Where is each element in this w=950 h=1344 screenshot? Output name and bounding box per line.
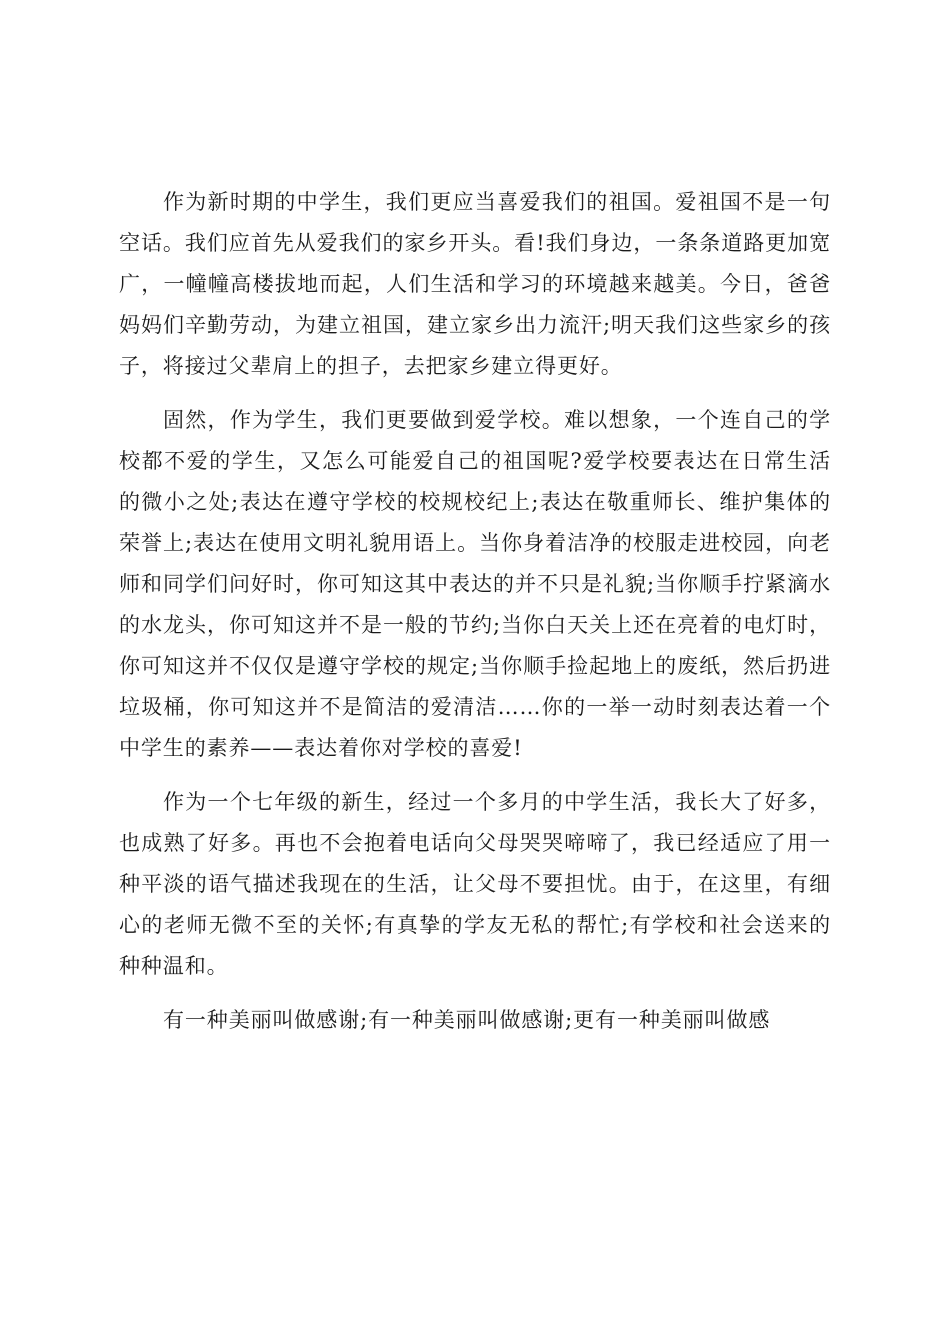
paragraph-1: 作为新时期的中学生，我们更应当喜爱我们的祖国。爱祖国不是一句空话。我们应首先从爱我们的家乡开头。看!我们身边，一条条道路更加宽广，一幢幢高楼拔地而起，人们生活和学习的环境越来越美。今日，爸爸妈妈们辛勤劳动，为建立祖国，建立家乡出力流汗;明天我们这些家乡的孩子，将接过父辈肩上的担子，去把家乡建立得更好。 <box>119 190 831 378</box>
paragraph-2: 固然，作为学生，我们更要做到爱学校。难以想象，一个连自己的学校都不爱的学生，又怎么可能爱自己的祖国呢?爱学校要表达在日常生活的微小之处;表达在遵守学校的校规校纪上;表达在敬重师长、维护集体的荣誉上;表达在使用文明礼貌用语上。当你身着洁净的校服走进校园，向老师和同学们问好时，你可知这其中表达的并不只是礼貌;当你顺手拧紧滴水的水龙头，你可知这并不是一般的节约;当你白天关上还在亮着的电灯时，你可知这并不仅仅是遵守学校的规定;当你顺手捡起地上的废纸，然后扔进垃圾桶，你可知这并不是简洁的爱清洁……你的一举一动时刻表达着一个中学生的素养——表达着你对学校的喜爱! <box>119 408 831 760</box>
document-body <box>119 182 831 1041</box>
paragraph-3: 作为一个七年级的新生，经过一个多月的中学生活，我长大了好多，也成熟了好多。再也不会抱着电话向父母哭哭啼啼了，我已经适应了用一种平淡的语气描述我现在的生活，让父母不要担忧。由于，在这里，有细心的老师无微不至的关怀;有真挚的学友无私的帮忙;有学校和社会送来的种种温和。 <box>119 790 831 978</box>
paragraph-4: 有一种美丽叫做感谢;有一种美丽叫做感谢;更有一种美丽叫做感 <box>163 1008 771 1032</box>
